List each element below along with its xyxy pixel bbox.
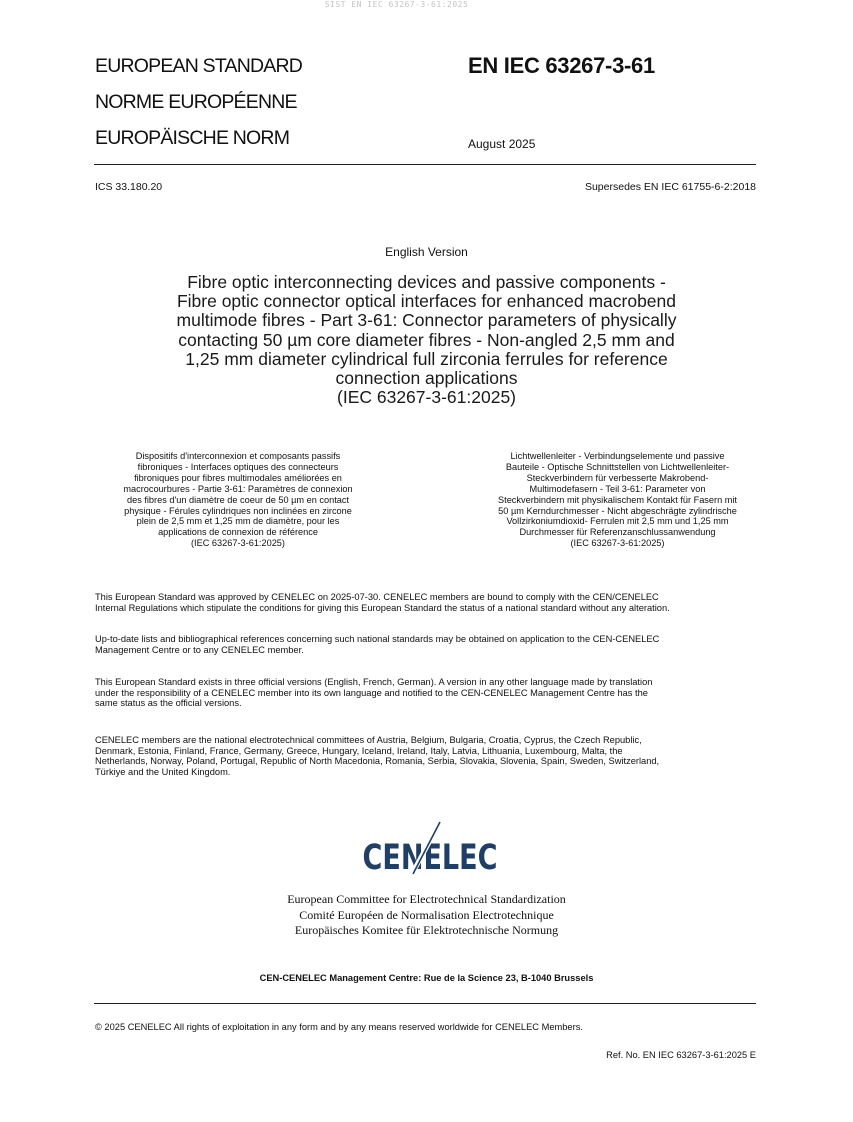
publication-date: August 2025 (468, 137, 536, 151)
title-en-line: Fibre optic interconnecting devices and passive components - (187, 272, 666, 292)
paragraph-line: same status as the official versions. (95, 698, 242, 709)
paragraph-line: under the responsibility of a CENELEC member into its own language and notified to the CEN-CENELEC Management Centre has the (95, 687, 648, 698)
paragraph-line: CENELEC members are the national electrotechnical committees of Austria, Belgium, Bulgaria, Croatia, Cyprus, the Czech Republic, (95, 735, 642, 745)
title-fr-line: fibroniques pour fibres multimodales améliorées en (134, 472, 342, 483)
title-en-line: Fibre optic connector optical interfaces for enhanced macrobend (176, 291, 677, 312)
standard-name-fr: NORME EUROPÉENNE (95, 91, 297, 113)
reference-number: Ref. No. EN IEC 63267-3-61:2025 E (606, 1050, 756, 1060)
paragraph-line: Denmark, Estonia, Finland, France, Germany, Greece, Hungary, Iceland, Ireland, Italy, Latvia, Lithuania, Luxembourg, Malta, the (95, 745, 623, 756)
paragraph-line: This European Standard exists in three official versions (English, French, German). A version in any other language made by translation (95, 677, 653, 687)
title-en-line: multimode fibres - Part 3-61: Connector parameters of physically (176, 310, 677, 331)
versions-paragraph (95, 677, 760, 709)
title-french (95, 451, 381, 549)
footer-divider (94, 1003, 756, 1004)
watermark: SIST EN IEC 63267-3-61:2025 (324, 0, 469, 9)
title-fr-line: Dispositifs d'interconnexion et composants passifs (135, 451, 341, 461)
cenelec-logo (350, 818, 510, 880)
title-english (150, 273, 703, 407)
title-fr-line: macrocourbures - Partie 3-61: Paramètres de connexion (123, 483, 353, 494)
title-en-line: connection applications (335, 368, 518, 389)
title-de-line: Steckverbindern für verbesserte Makrobend- (526, 472, 709, 483)
title-fr-line: fibroniques - Interfaces optiques des connecteurs (137, 461, 339, 472)
ics-code: ICS 33.180.20 (95, 181, 163, 193)
title-en-line: 1,25 mm diameter cylindrical full zirconia ferrules for reference (185, 348, 668, 369)
title-de-line: 50 µm Kerndurchmesser - Nicht abgeschrägte zylindrische (498, 505, 737, 516)
committee-name-de: Europäisches Komitee für Elektrotechnische Normung (294, 923, 559, 937)
title-en-line: contacting 50 µm core diameter fibres - Non-angled 2,5 mm and (178, 329, 675, 350)
standard-number: EN IEC 63267-3-61 (468, 53, 655, 78)
title-de-line: Multimodefasern - Teil 3-61: Parameter von (529, 483, 706, 494)
paragraph-line: This European Standard was approved by CENELEC on 2025-07-30. CENELEC members are bound to comply with the CEN/CENELEC (95, 592, 659, 602)
title-de-line: Durchmesser für Referenzanschlussanwendung (519, 527, 716, 538)
title-de-line: Lichtwellenleiter - Verbindungselemente und passive (510, 451, 725, 461)
title-en-line: (IEC 63267-3-61:2025) (337, 387, 516, 408)
title-fr-line: (IEC 63267-3-61:2025) (191, 538, 285, 549)
title-fr-line: plein de 2,5 mm et 1,25 mm de diamètre, pour les (136, 516, 340, 527)
cenelec-logo-text: CENELEC (362, 838, 498, 878)
title-german (475, 451, 760, 549)
standard-name-de: EUROPÄISCHE NORM (95, 127, 290, 149)
lists-paragraph (95, 634, 760, 655)
members-paragraph (95, 735, 760, 777)
header-divider (94, 164, 756, 165)
committee-name-en: European Committee for Electrotechnical Standardization (287, 892, 566, 906)
paragraph-line: Up-to-date lists and bibliographical references concerning such national standards may be obtained on application to the CEN-CENELEC (95, 634, 660, 644)
approval-paragraph (95, 592, 760, 613)
paragraph-line: Management Centre or to any CENELEC member. (95, 644, 304, 655)
management-centre-address: CEN-CENELEC Management Centre: Rue de la Science 23, B-1040 Brussels (259, 973, 594, 983)
supersedes-note: Supersedes EN IEC 61755-6-2:2018 (584, 181, 756, 193)
paragraph-line: Netherlands, Norway, Poland, Portugal, Republic of North Macedonia, Romania, Serbia, Slovakia, Slovenia, Spain, Sweden, Switzerland, (95, 756, 660, 767)
title-de-line: Vollzirkoniumdioxid- Ferrulen mit 2,5 mm und 1,25 mm (506, 516, 729, 527)
committee-name-fr: Comité Européen de Normalisation Electrotechnique (299, 907, 554, 922)
standard-name-en: EUROPEAN STANDARD (95, 55, 303, 77)
paragraph-line: Internal Regulations which stipulate the conditions for giving this European Standard the status of a national standard without any alteration. (95, 602, 670, 613)
copyright-notice: © 2025 CENELEC All rights of exploitation in any form and by any means reserved worldwide for CENELEC Members. (95, 1022, 583, 1032)
title-de-line: (IEC 63267-3-61:2025) (570, 538, 665, 549)
title-fr-line: des fibres d'un diamètre de coeur de 50 µm en contact (126, 494, 350, 505)
version-label: English Version (385, 245, 468, 259)
title-de-line: Bauteile - Optische Schnittstellen von Lichtwellenleiter- (505, 461, 730, 472)
title-fr-line: applications de connexion de référence (158, 527, 318, 538)
title-de-line: Steckverbindern mit physikalischem Kontakt für Fasern mit (498, 494, 737, 505)
committee-names (0, 892, 853, 939)
title-fr-line: physique - Férules cylindriques non inclinées en zircone (124, 505, 352, 516)
paragraph-line: Türkiye and the United Kingdom. (95, 766, 231, 777)
